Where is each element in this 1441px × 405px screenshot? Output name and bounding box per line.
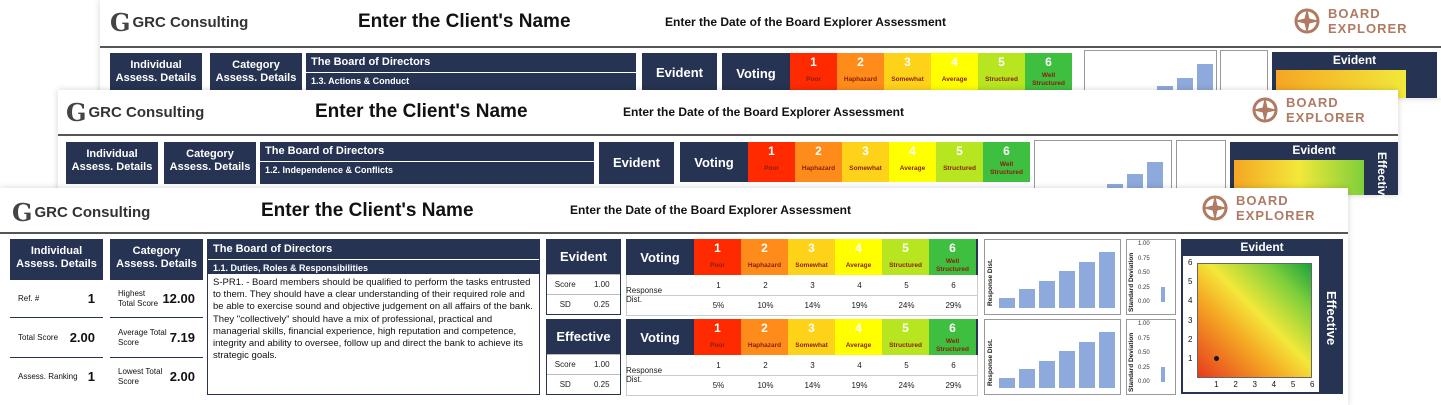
effective-score-panel [546,319,621,395]
voting-response-table [626,275,978,316]
sd-chart-effective [1126,319,1176,395]
evident-header: Evident [599,142,674,184]
sd-tick: 0.75 [1138,335,1150,342]
grc-logo: G GRC Consulting [110,8,249,37]
response-dist-label: Response Dist. [626,286,663,304]
ranking-label: Assess. Ranking [18,371,78,381]
ref-label: Ref. # [18,293,40,303]
voting-table-effective [626,319,978,396]
description-text: S-PR1. - Board members should be qualified to perform the tasks entrusted to them. They should have a clear understanding of their required role and be able to exercise sound and objective judgement on all affairs of the bank. They "collectively" should have a mix of professional, practical and managerial skills, financial experience, high reputation and competence, integrity and ability to oversee, follow up and direct the bank to achieve its strategic goals. [213,277,533,362]
dist-cell: 5% [712,381,725,390]
sd-chart-back [1220,50,1268,95]
scale-3 [788,319,835,355]
category-title-line1: Category [132,245,181,257]
scale-word: Haphazard [747,341,782,349]
response-cell: 3 [810,280,815,290]
dist-cell: 19% [851,301,868,310]
board-explorer-logo: BOARD EXPLORER [1292,6,1408,36]
scale-4 [835,239,882,275]
matrix-x-tick: 1 [1214,380,1219,389]
average-score-label: Average Total Score [118,327,167,347]
voting-label: Voting [640,329,680,345]
matrix-plot-area [1197,263,1312,378]
lowest-score-row [110,357,203,395]
report-sheet-back [100,0,1441,98]
description-header: The Board of Directors 1.2. Independence & Conflicts [260,142,594,184]
bar-4 [1059,351,1075,388]
sd-tick: 0.75 [1138,255,1150,262]
matrix-y-tick: 1 [1188,353,1193,363]
sd-bar [1161,367,1165,382]
response-dist-label: Response Dist. [626,366,663,384]
matrix-x-tick: 3 [1252,380,1257,389]
scale-2 [741,239,788,275]
board-explorer-logo: BOARD EXPLORER [1250,95,1366,125]
scale-word: Average [845,341,872,349]
evident-score-row: Score 1.00 [547,274,620,294]
dist-cell: 29% [945,381,962,390]
response-cell: 1 [716,280,721,290]
scale-number: 3 [808,241,815,255]
brand-line1: BOARD [1236,193,1289,208]
total-score-row [10,317,103,357]
matrix-y-tick: 2 [1188,334,1193,344]
evident-score-panel [546,239,621,315]
response-dist-chart-back [1084,50,1217,95]
category-title-line2: Assess. Details [116,258,197,270]
individual-title-line2: Assess. Details [16,258,97,270]
evident-header: Evident [642,53,717,93]
matrix-y-tick: 4 [1188,296,1193,306]
header-rule [0,232,1348,234]
sd-chart-evident [1126,239,1176,315]
sd-tick: 0.00 [1138,379,1150,385]
scale-2 [741,319,788,355]
matrix-middle: Evident Effective [1230,142,1398,195]
sd-tick: 0.50 [1138,350,1150,356]
dist-cell: 14% [804,301,821,310]
response-cell: 5 [904,360,909,370]
matrix-y-tick: 5 [1188,277,1193,287]
bar-5 [1079,342,1095,388]
bar-2 [1019,369,1035,388]
response-cell: 2 [763,280,768,290]
bar-4 [1059,271,1075,308]
sd-tick: 0.00 [1138,299,1150,305]
scale-number: 1 [714,241,721,255]
response-cell: 6 [951,280,956,290]
header-rule [100,46,1441,48]
dist-cell: 5% [712,301,725,310]
matrix-x-tick: 2 [1233,380,1238,389]
effective-score-value: 1.00 [593,360,610,369]
average-score-row [110,317,203,357]
assessment-date-title: Enter the Date of the Board Explorer Assessment [623,105,904,119]
bar-5 [1079,262,1095,308]
average-score-value: 7.19 [169,330,195,345]
dist-cell: 19% [851,381,868,390]
sd-tick: 1.00 [1138,321,1150,327]
matrix-x-tick: 6 [1310,380,1315,389]
total-score-value: 2.00 [69,330,95,345]
category-details-header: Category Assess. Details [164,142,256,184]
bar-6 [1099,332,1115,388]
scale-number: 3 [808,321,815,335]
dist-row [627,375,977,395]
sd-tick: 0.25 [1138,284,1150,291]
scale-1 [694,239,741,275]
voting-header: Voting 1 Poor 2 Haphazard 3 Somewhat 4 Average 5 Structured 6 Well Structured [722,53,1072,93]
individual-details-header: Individual Assess. Details [66,142,158,184]
client-name-title: Enter the Client's Name [261,200,474,221]
scale-4 [835,319,882,355]
scale-word: Average [845,261,872,269]
report-sheet-front [0,188,1348,405]
response-cell: 2 [763,360,768,370]
compass-icon [1292,6,1322,36]
grc-logo [12,198,150,227]
sd-tick: 1.00 [1138,241,1150,247]
response-cell: 6 [951,360,956,370]
voting-header: Voting 1 Poor 2 Haphazard 3 Somewhat 4 Average 5 Structured 6 Well Structured [680,142,1030,182]
matrix-back: Evident [1272,52,1437,98]
lowest-score-label: Lowest Total Score [118,366,163,386]
bar-1 [999,298,1015,308]
scale-word: Structured [889,261,922,269]
client-name-title: Enter the Client's Name [315,101,528,122]
scale-1 [694,319,741,355]
scale-word: Well Structured [936,338,969,353]
scale-number: 4 [855,321,862,335]
highest-score-row [110,279,203,317]
report-sheet-middle [58,90,1398,203]
bar-1 [999,378,1015,388]
scale-5 [882,239,929,275]
highest-score-label: Highest Total Score [118,288,159,308]
bar-6 [1099,252,1115,308]
brand-line2: EXPLORER [1236,208,1316,223]
description-panel [207,239,540,395]
description-header: The Board of Directors 1.3. Actions & Conduct [306,53,636,93]
scale-number: 1 [714,321,721,335]
response-dist-chart-effective [984,319,1121,395]
response-cell: 5 [904,280,909,290]
scale-word: Somewhat [795,341,828,349]
scale-number: 4 [855,241,862,255]
matrix-title: Evident [1240,240,1284,254]
ref-value: 1 [87,291,95,306]
response-cell: 3 [810,360,815,370]
ranking-value: 1 [87,369,95,384]
board-explorer-logo [1200,193,1316,223]
assessment-date-title: Enter the Date of the Board Explorer Assessment [665,15,946,29]
voting-scale-header [626,319,978,355]
scale-word: Somewhat [795,261,828,269]
voting-scale-header [626,239,978,275]
category-details-panel [110,239,203,395]
grc-logo-mark: G [12,198,33,227]
scale-word: Well Structured [936,258,969,273]
client-name-title: Enter the Client's Name [358,11,571,32]
sd-bar [1161,287,1165,302]
matrix-y-tick: 6 [1188,258,1193,267]
scale-number: 6 [949,241,956,255]
scale-number: 6 [949,321,956,335]
header-rule [58,134,1398,136]
scale-word: Structured [889,341,922,349]
dist-cell: 14% [804,381,821,390]
dist-cell: 10% [757,381,774,390]
individual-details-panel [10,239,103,395]
effective-score-row: Score 1.00 [547,354,620,374]
scale-number: 5 [902,321,909,335]
evident-score-value: 1.00 [593,280,610,289]
response-dist-chart-evident [984,239,1121,315]
ranking-row [10,357,103,395]
scale-word: Poor [710,261,725,269]
individual-details-header: Individual Assess. Details [110,53,202,93]
evident-effective-matrix [1181,239,1343,394]
bar-2 [1019,289,1035,308]
category-details-header: Category Assess. Details [210,53,302,93]
dist-cell: 24% [898,301,915,310]
scale-number: 2 [761,241,768,255]
response-dist-axis-label: Response Dist. [987,339,994,386]
dist-cell: 10% [757,301,774,310]
matrix-x-tick: 4 [1271,380,1277,389]
dist-cell: 29% [945,301,962,310]
sd-chart-middle [1176,140,1226,195]
matrix-x-tick: 5 [1290,380,1296,389]
sd-axis-label: Standard Deviation [1128,332,1135,392]
evident-sd-value: 0.25 [593,300,610,309]
scale-number: 2 [761,321,768,335]
bar-3 [1039,281,1055,308]
sd-tick: 0.50 [1138,270,1150,276]
grc-logo: G GRC Consulting [66,98,205,127]
response-dist-chart-middle [1034,140,1172,195]
voting-table-evident [626,239,978,316]
matrix-y-tick: 3 [1188,315,1193,325]
sd-tick: 0.25 [1138,364,1150,371]
compass-icon [1200,193,1230,223]
scale-word: Haphazard [747,261,782,269]
description-section: 1.1. Duties, Roles & Responsibilities [208,259,539,274]
scale-6 [929,319,976,355]
voting-response-table [626,355,978,396]
response-cell: 4 [857,360,862,370]
bar-3 [1039,361,1055,388]
highest-score-value: 12.00 [162,291,195,306]
effective-title: Effective [547,320,620,354]
matrix-side-label: Effective [1324,291,1339,346]
response-cell: 4 [857,280,862,290]
scale-6 [929,239,976,275]
compass-icon [1250,95,1280,125]
ref-row [10,279,103,317]
evident-title: Evident [547,240,620,274]
response-row [627,355,977,375]
scale-number: 5 [902,241,909,255]
sd-axis-label: Standard Deviation [1128,252,1135,312]
response-row [627,275,977,295]
dist-row [627,295,977,315]
evident-sd-row: SD 0.25 [547,294,620,314]
voting-label: Voting [640,249,680,265]
response-dist-axis-label: Response Dist. [987,259,994,306]
effective-sd-row: SD 0.25 [547,374,620,394]
dist-cell: 24% [898,381,915,390]
scale-word: Poor [710,341,725,349]
assessment-date-title: Enter the Date of the Board Explorer Assessment [570,203,851,217]
scale-3 [788,239,835,275]
effective-sd-value: 0.25 [593,380,610,389]
grc-logo-text: GRC Consulting [34,204,151,221]
lowest-score-value: 2.00 [169,369,195,384]
response-cell: 1 [716,360,721,370]
scale-5 [882,319,929,355]
description-heading: The Board of Directors [208,240,539,259]
individual-title-line1: Individual [30,245,83,257]
total-score-label: Total Score [18,332,59,342]
